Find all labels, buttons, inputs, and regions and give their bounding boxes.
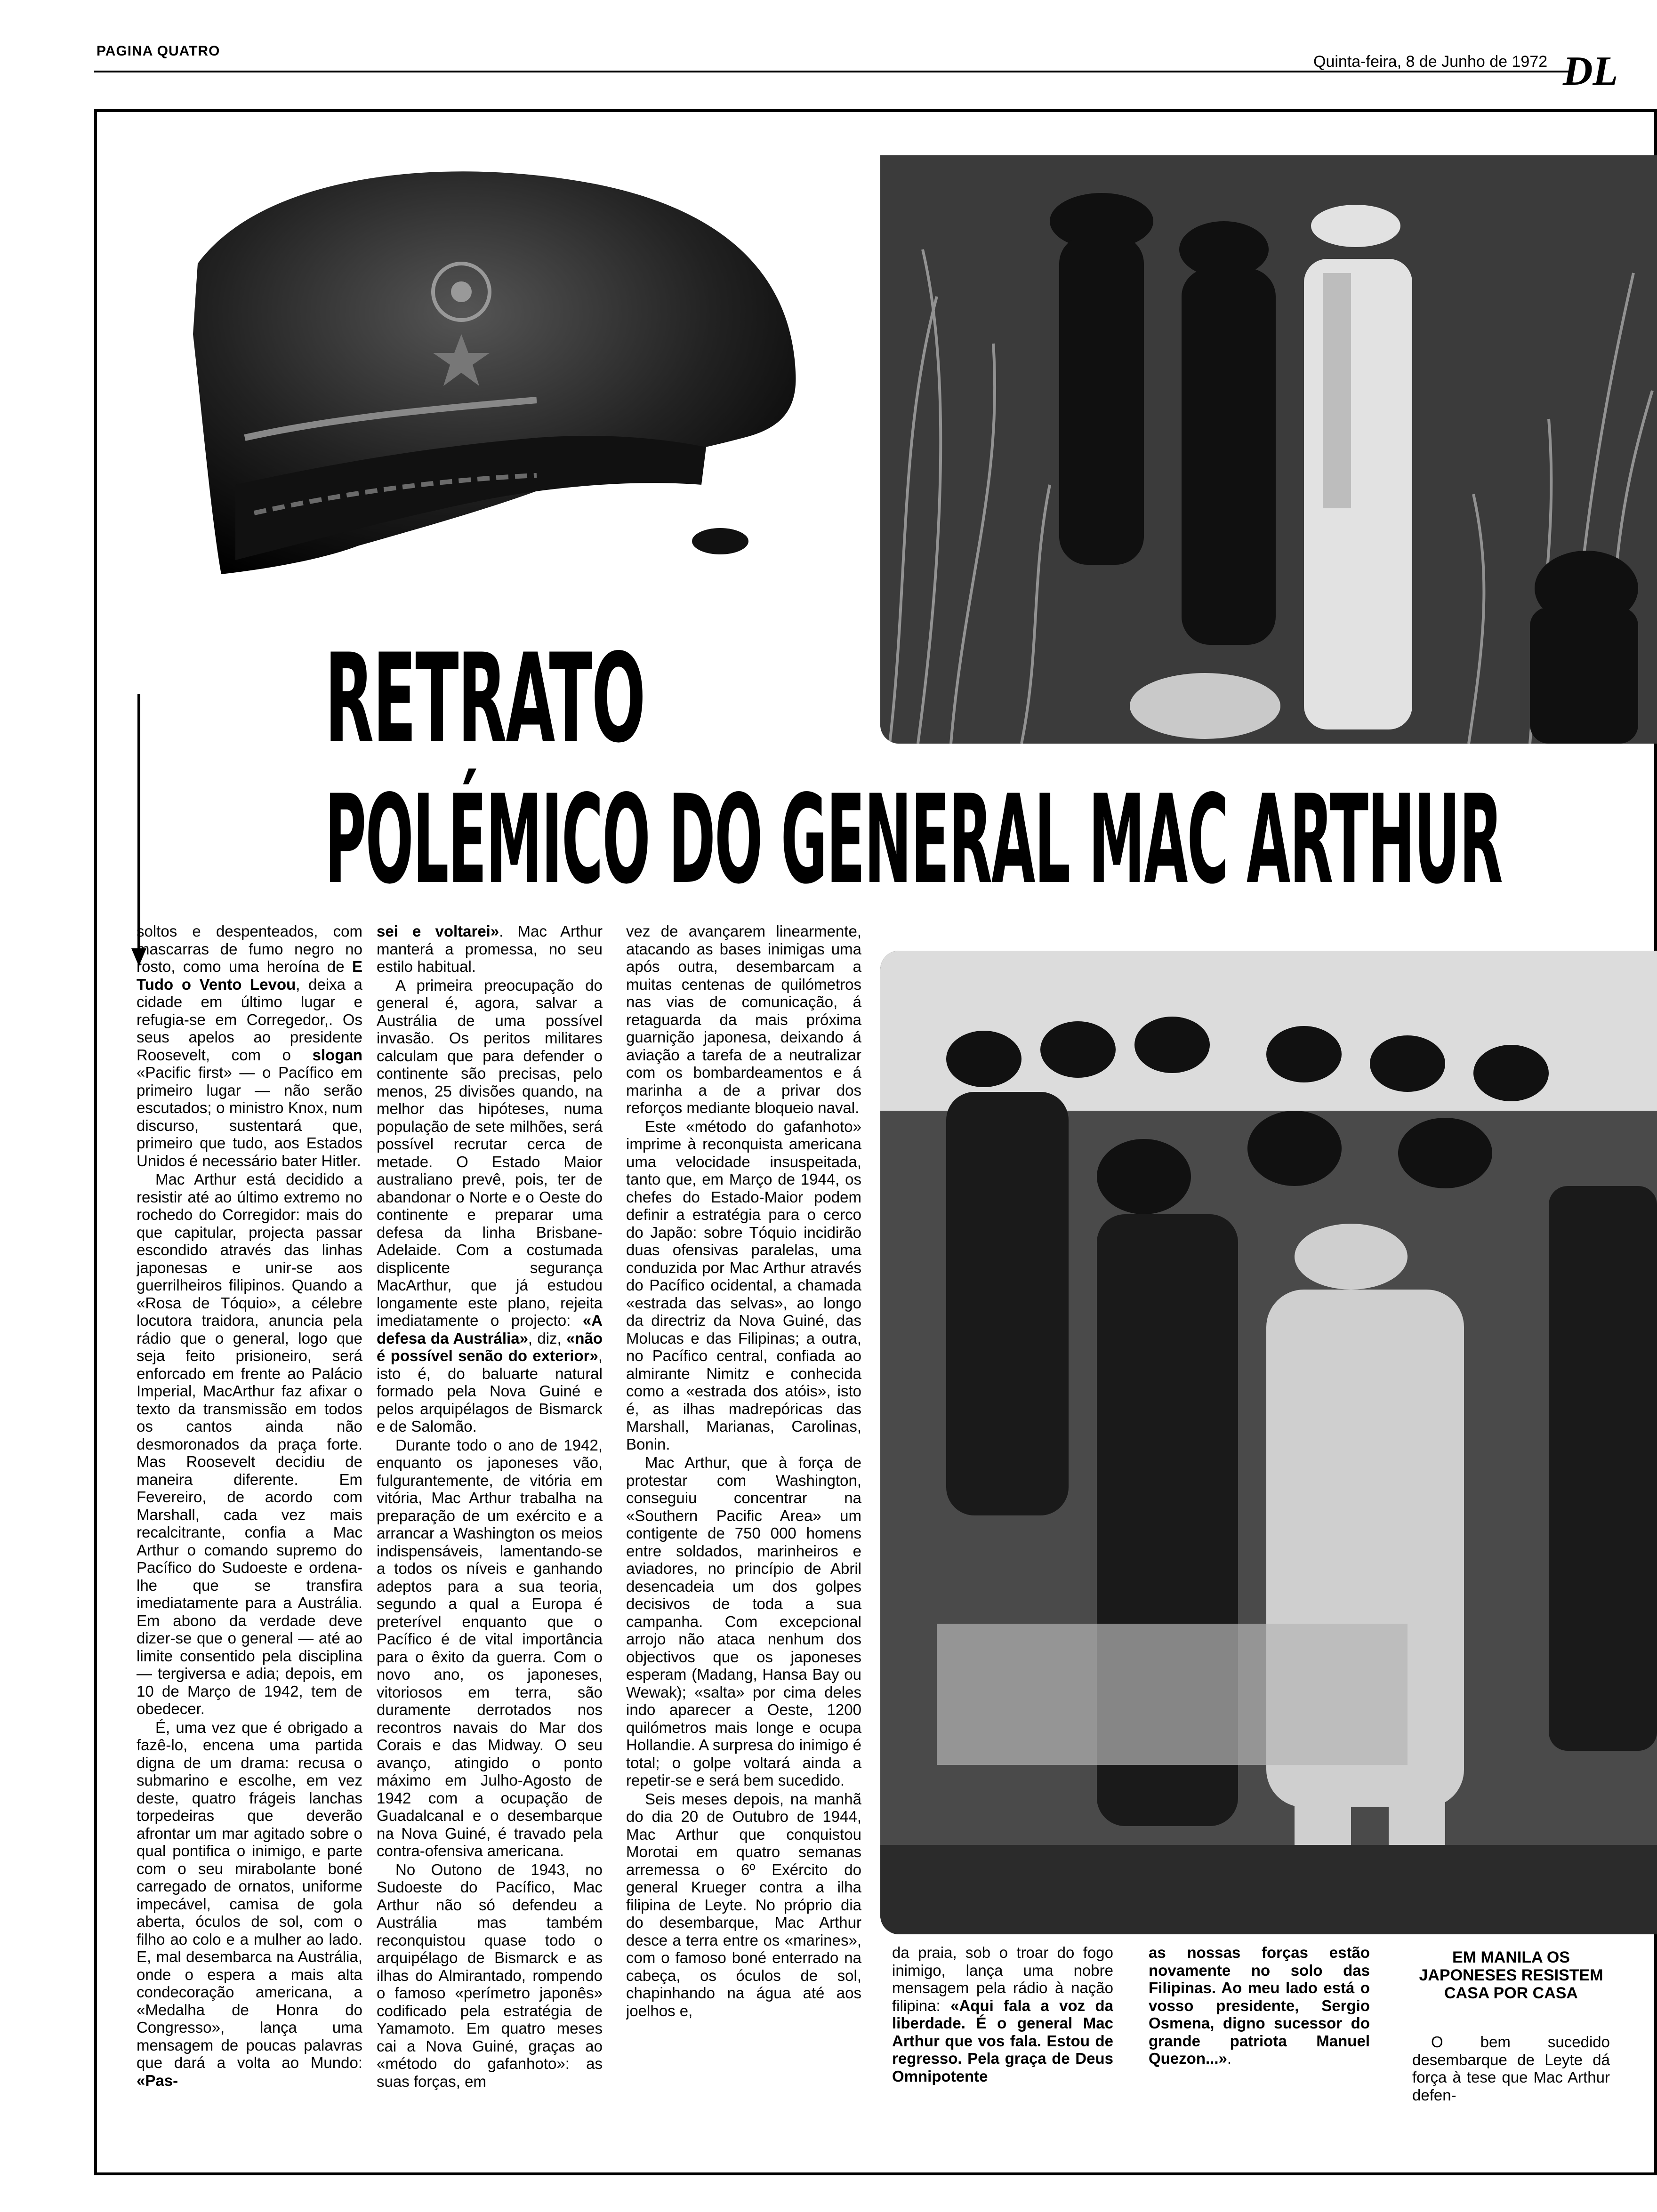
soldiers-landing-photo — [880, 951, 1657, 1934]
quote: «não é possível senão do exterior» — [377, 1329, 603, 1364]
issue-date: Quinta-feira, 8 de Junho de 1972 — [1313, 53, 1548, 71]
text-run: «Pacific first» — o Pacífico em primeiro lugar — não serão escutados; o ministro Knox, num discurso, sustentará que, primeiro que tudo, aos Estados Unidos é necessário bater Hitler. — [137, 1064, 362, 1170]
article-column-2 — [377, 922, 603, 2146]
paragraph: Durante todo o ano de 1942, enquanto os japoneses vão, fulgurantemente, de vitória em vitória, Mac Arthur trabalha na preparação de um exército e a arrancar a Washington os meios indispensáveis, lamentando-se a todos os níveis e ganhando adeptos para a sua teoria, segundo a qual a Europa é preterível enquanto que o Pacífico é de vital importância para o êxito da guerra. Com o novo ano, os japoneses, vitoriosos em terra, são duramente derrotados nos recontros navais do Mar dos Corais e das Midway. O seu avanço, atingido o ponto máximo em Julho-Agosto de 1942 com a ocupação de Guadalcanal e o desembarque na Nova Guiné, é travado pela contra-ofensiva americana. — [377, 1436, 603, 1859]
paragraph: Seis meses depois, na manhã do dia 20 de Outubro de 1944, Mac Arthur que conquistou Morotai em quatro semanas arremessa o 6º Exército do general Krueger contra a ilha filipina de Leyte. No próprio dia do desembarque, Mac Arthur desce a terra entre os «marines», com o famoso boné enterrado na cabeça, os óculos de sol, chapinhando na água até aos joelhos e, — [626, 1790, 861, 2020]
header-rule — [94, 71, 1572, 72]
paragraph — [892, 1944, 1113, 2085]
section-subheading: EM MANILA OS JAPONESES RESISTEM CASA POR CASA — [1419, 1948, 1603, 2002]
text-run: A primeira preocupação do general é, agora, salvar a Austrália de uma possível invasão. Os peritos militares calculam que para defender o continente são precisas, pelo menos, 25 divisões quando, na melhor das hipóteses, numa população de sete milhões, será possível recrutar cerca de metade. O Estado Maior australiano prevê, pois, ter de abandonar o Norte e o Oeste do continente e preparar uma defesa da linha Brisbane-Adelaide. Com a costumada displicente segurança MacArthur, que já estudou longamente este plano, rejeita imediatamente o projecto: — [377, 976, 603, 1329]
article-column-6 — [1412, 2033, 1610, 2156]
film-title: E Tudo o Vento Levou — [137, 958, 362, 993]
paragraph: No Outono de 1943, no Sudoeste do Pacífico, Mac Arthur não só defendeu a Austrália mas também reconquistou quase todo o arquipélago de Bismarck e as ilhas do Almirantado, rompendo o famoso «perímetro japonês» codificado pela estratégia de Yamamoto. Em quatro meses cai a Nova Guiné, graças ao «método do gafanhoto»: as suas forças, em — [377, 1860, 603, 2090]
slogan-label: slogan — [312, 1046, 362, 1064]
text-run: soltos e despenteados, com mascarras de fumo negro no rosto, como uma heroína de — [137, 922, 362, 975]
quote-start: «Pas- — [137, 2071, 178, 2089]
paragraph: O bem sucedido desembarque de Leyte dá força à tese que Mac Arthur defen- — [1412, 2033, 1610, 2104]
soldiers-in-grass-illustration — [880, 155, 1657, 744]
paragraph — [137, 1719, 362, 2090]
paragraph — [137, 922, 362, 1170]
quote: «A defesa da Austrália» — [377, 1312, 603, 1347]
article-column-3 — [626, 922, 861, 2146]
quote-end: sei e voltarei» — [377, 922, 499, 940]
text-run: . Mac Arthur manterá a promessa, no seu estilo habitual. — [377, 922, 603, 975]
text-run: , isto é, do baluarte natural formado pela Nova Guiné e pelos arquipélagos de Bismarck e de Salomão. — [377, 1347, 603, 1435]
text-run: , diz, — [528, 1329, 562, 1347]
paragraph: Este «método do gafanhoto» imprime à reconquista americana uma velocidade insuspeitada, tanto que, em Março de 1944, os chefes do Estado-Maior podem definir a estratégia para o cerco do Japão: sobre Tóquio incidirão duas ofensivas paralelas, uma conduzida por Mac Arthur através do Pacífico ocidental, a chamada «estrada das selvas», ao longo da directriz da Nova Guiné, das Molucas e das Filipinas; a outra, no Pacífico central, confiada ao almirante Nimitz e conhecida como a «estrada dos atóis», isto é, as ilhas madrepóricas das Marshall, Marianas, Carolinas, Bonin. — [626, 1117, 861, 1453]
paragraph — [377, 922, 603, 976]
radio-message-quote: «Aqui fala a voz da liberdade. É o general Mac Arthur que vos fala. Estou de regresso. Pela graça de Deus Omnipotente — [892, 1996, 1113, 2085]
paragraph: vez de avançarem linearmente, atacando as bases inimigas uma após outra, desembarcam a muitas centenas de quilómetros nas vias de comunicação, á retaguarda da mais próxima guarnição japonesa, deixando á aviação a tarefa de a neutralizar com os bombardeamentos e á marinha a de a privar dos reforços mediante bloqueio naval. — [626, 922, 861, 1116]
article-column-5 — [1149, 1944, 1370, 2151]
article-column-1 — [137, 922, 362, 2146]
paragraph: Mac Arthur, que à força de protestar com Washington, conseguiu concentrar na «Southern Pacific Area» um contigente de 750 000 homens entre soldados, marinheiros e aviadores, no princípio de Abril desencadeia um dos golpes decisivos de toda a sua campanha. Com excepcional arrojo não ataca nenhum dos objectivos que os japoneses esperam (Madang, Hansa Bay ou Wewak); «salta» por cima deles indo aparecer a Oeste, 1200 quilómetros mais longe e ocupa Hollandie. A surpresa do inimigo é total; o golpe voltará ainda a repetir-se e será bem sucedido. — [626, 1454, 861, 1789]
text-run: É, uma vez que é obrigado a fazê-lo, encena uma partida digna de um drama: recusa o submarino e escolhe, em vez deste, quatro frágeis lanchas torpedeiras que deverão afrontar um mar agitado sobre o qual pontifica o inimigo, e parte com o seu mirabolante boné carregado de ornatos, uniforme impecável, camisa de gola aberta, óculos de sol, com o filho ao colo e a mulher ao lado. E, mal desembarca na Austrália, onde o espera a mais alta condecoração americana, a «Medalha de Honra do Congresso», lança uma mensagem de poucas palavras que dará a volta ao Mundo: — [137, 1718, 362, 2071]
cap-photo — [179, 155, 805, 593]
headline-line-2: POLÉMICO DO GENERAL MAC ARTHUR — [325, 769, 1502, 911]
article-column-4 — [892, 1944, 1113, 2151]
radio-message-quote: as nossas forças estão novamente no solo das Filipinas. Ao meu lado está o vosso presidente, Sergio Osmena, digno sucessor do grande patriota Manuel Quezon...» — [1149, 1944, 1370, 2067]
text-run: , deixa a cidade em último lugar e refugia-se em Corregedor,. Os seus apelos ao presidente Roosevelt, com o — [137, 975, 362, 1064]
soldiers-in-grass-photo — [880, 155, 1657, 744]
paragraph — [377, 977, 603, 1435]
paragraph: Mac Arthur está decidido a resistir até ao último extremo no rochedo do Corregidor: mais do que capitular, projecta passar escondido através das linhas japonesas e unir-se aos guerrilheiros filipinos. Quando a «Rosa de Tóquio», a célebre locutora traidora, anuncia pela rádio que o general, logo que seja feito prisioneiro, será enforcado em frente ao Palácio Imperial, MacArthur faz afixar o texto da transmissão em todos os cantos ainda não desmoronados da praça forte. Mas Roosevelt decidiu de maneira diferente. Em Fevereiro, de acordo com Marshall, cada vez mais recalcitrante, confia a Mac Arthur o comando supremo do Pacífico do Sudoeste e ordena-lhe que se transfira imediatamente para a Austrália. Em abono da verdade deve dizer-se que o general — até ao limite consentido pela disciplina — tergiversa e adia; depois, em 10 de Março de 1942, tem de obedecer. — [137, 1170, 362, 1717]
text-run: da praia, sob o troar do fogo inimigo, lança uma nobre mensagem pela rádio à nação filipina: — [892, 1944, 1113, 2014]
paragraph — [1149, 1944, 1370, 2068]
page-section-label: PAGINA QUATRO — [97, 43, 220, 59]
newspaper-logo: DL — [1563, 48, 1618, 94]
text-run: . — [1227, 2050, 1232, 2067]
headline-line-1: RETRATO — [325, 628, 645, 770]
soldiers-landing-illustration — [880, 951, 1657, 1934]
